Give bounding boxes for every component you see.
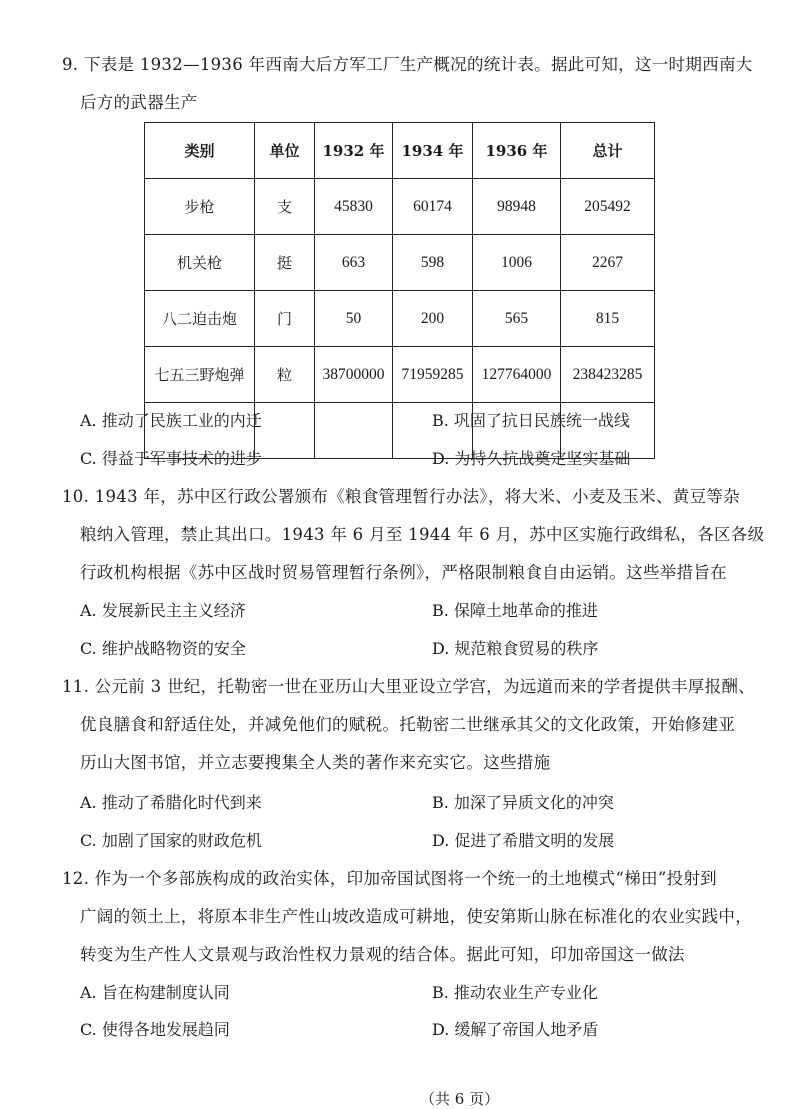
question-11-stem-line-3: 历山大图书馆，并立志要搜集全人类的著作来充实它。这些措施 [80,753,551,772]
q12-option-c[interactable]: C. 使得各地发展趋同 [80,1020,230,1039]
question-11-stem-line-2: 优良膳食和舒适住处，并减免他们的赋税。托勒密二世继承其父的文化政策，开始修建亚 [80,715,736,734]
table-cell-total: 2267 [561,235,655,291]
table-header-cell: 单位 [255,123,315,179]
question-10-stem-line-3: 行政机构根据《苏中区战时贸易管理暂行条例》，严格限制粮食自由运销。这些举措旨在 [80,563,727,582]
question-12-stem-line-3: 转变为生产性人文景观与政治性权力景观的结合体。据此可知，印加帝国这一做法 [80,945,685,964]
table-cell-value: 127764000 [473,347,561,403]
table-cell-value: 60174 [393,179,473,235]
table-cell-value: 200 [393,291,473,347]
question-9-stem-line-2: 后方的武器生产 [80,93,198,112]
table-cell-unit [255,403,315,459]
question-12 [62,860,752,974]
question-9-stem-line-1: 9. 下表是 1932—1936 年西南大后方军工厂生产概况的统计表。据此可知，这一时期西南大 [62,55,753,74]
question-11 [62,668,755,782]
table-cell-value: 45830 [315,179,393,235]
table-cell-category: 步枪 [145,179,255,235]
q11-option-b[interactable]: B. 加深了异质文化的冲突 [432,793,614,812]
table-cell-total: 205492 [561,179,655,235]
question-10 [62,478,764,592]
table-cell-value: 1006 [473,235,561,291]
table-cell-value: 663 [315,235,393,291]
table-cell-value: 71959285 [393,347,473,403]
table-cell-total: 815 [561,291,655,347]
table-row [145,291,655,347]
q9-option-c[interactable]: C. 得益于军事技术的进步 [80,449,262,468]
question-12-stem-line-2: 广阔的领土上，将原本非生产性山坡改造成可耕地，使安第斯山脉在标准化的农业实践中， [80,907,752,926]
q12-option-a[interactable]: A. 旨在构建制度认同 [80,983,230,1002]
q12-option-d[interactable]: D. 缓解了帝国人地矛盾 [432,1020,599,1039]
table-header-cell: 总计 [561,123,655,179]
table-cell-value: 50 [315,291,393,347]
table-cell-value: 38700000 [315,347,393,403]
table-row [145,235,655,291]
q10-option-c[interactable]: C. 维护战略物资的安全 [80,639,246,658]
q10-option-d[interactable]: D. 规范粮食贸易的秩序 [432,639,599,658]
table-cell-unit: 支 [255,179,315,235]
table-cell-value [315,403,393,459]
table-cell-total: 238423285 [561,347,655,403]
table-row [145,179,655,235]
q10-option-a[interactable]: A. 发展新民主主义经济 [80,601,246,620]
question-11-stem-line-1: 11. 公元前 3 世纪，托勒密一世在亚历山大里亚设立学宫，为远道而来的学者提供丰厚报酬、 [62,677,755,696]
question-12-stem-line-1: 12. 作为一个多部族构成的政治实体，印加帝国试图将一个统一的土地模式“梯田”投射到 [62,869,717,888]
table-cell-value: 98948 [473,179,561,235]
q11-option-c[interactable]: C. 加剧了国家的财政危机 [80,831,262,850]
table-header-row [145,123,655,179]
q9-option-d[interactable]: D. 为持久抗战奠定坚实基础 [432,449,631,468]
question-10-stem-line-1: 10. 1943 年，苏中区行政公署颁布《粮食管理暂行办法》，将大米、小麦及玉米、黄豆等杂 [62,487,740,506]
table-cell-value: 598 [393,235,473,291]
table-cell-category: 七五三野炮弹 [145,347,255,403]
table-cell-unit: 门 [255,291,315,347]
q9-option-b[interactable]: B. 巩固了抗日民族统一战线 [432,411,630,430]
q10-option-b[interactable]: B. 保障土地革命的推进 [432,601,598,620]
table-cell-unit: 粒 [255,347,315,403]
table-cell-category: 机关枪 [145,235,255,291]
table-cell-value: 565 [473,291,561,347]
table-header-cell: 类别 [145,123,255,179]
table-header-cell: 1932 年 [315,123,393,179]
q11-option-d[interactable]: D. 促进了希腊文明的发展 [432,831,615,850]
q12-option-b[interactable]: B. 推动农业生产专业化 [432,983,598,1002]
page-footer: （共 6 页） [420,1090,500,1108]
table-row [145,347,655,403]
table-header-cell: 1936 年 [473,123,561,179]
q9-option-a[interactable]: A. 推动了民族工业的内迁 [80,411,262,430]
table-cell-category: 八二迫击炮 [145,291,255,347]
table-cell-unit: 挺 [255,235,315,291]
table-header-cell: 1934 年 [393,123,473,179]
question-9 [62,46,753,122]
question-10-stem-line-2: 粮纳入管理，禁止其出口。1943 年 6 月至 1944 年 6 月，苏中区实施行政缉私，各区各级 [80,525,765,544]
q11-option-a[interactable]: A. 推动了希腊化时代到来 [80,793,262,812]
